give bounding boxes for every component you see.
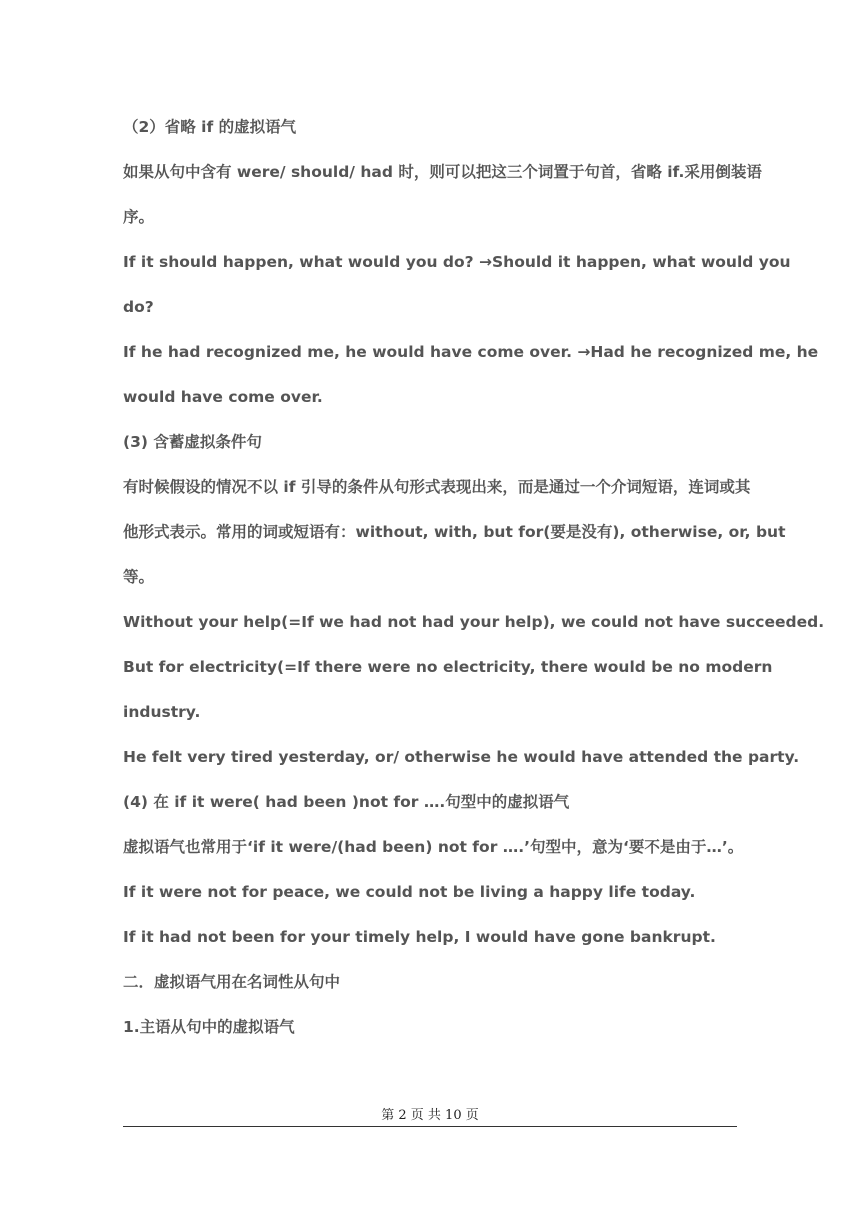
example-sentence-line: If it should happen, what would you do? →Should it happen, what would you: [123, 253, 791, 271]
section-heading-if-it-were-not-for: (4) 在 if it were( had been )not for ….句型中的虚拟语气: [123, 793, 570, 811]
paragraph-line: 如果从句中含有 were/ should/ had 时，则可以把这三个词置于句首，省略 if.采用倒装语: [123, 163, 762, 181]
example-sentence-line: industry.: [123, 703, 201, 721]
paragraph-line: 虚拟语气也常用于‘if it were/(had been) not for ….’句型中，意为‘要不是由于…’。: [123, 838, 744, 856]
example-sentence-line: He felt very tired yesterday, or/ otherwise he would have attended the party.: [123, 748, 800, 766]
example-sentence-line: Without your help(=If we had not had your help), we could not have succeeded.: [123, 613, 825, 631]
example-sentence-line: If it were not for peace, we could not be living a happy life today.: [123, 883, 696, 901]
section-heading-omit-if: （2）省略 if 的虚拟语气: [123, 118, 297, 136]
paragraph-line: 有时候假设的情况不以 if 引导的条件从句形式表现出来，而是通过一个介词短语，连词或其: [123, 478, 751, 496]
example-sentence-line: If he had recognized me, he would have come over. →Had he recognized me, he: [123, 343, 819, 361]
section-heading-noun-clauses: 二．虚拟语气用在名词性从句中: [123, 973, 341, 991]
example-sentence-line: But for electricity(=If there were no electricity, there would be no modern: [123, 658, 773, 676]
example-sentence-line: If it had not been for your timely help, I would have gone bankrupt.: [123, 928, 716, 946]
paragraph-line: 等。: [123, 568, 155, 586]
subsection-heading-subject-clause: 1.主语从句中的虚拟语气: [123, 1018, 295, 1036]
paragraph-line: 序。: [123, 208, 155, 226]
example-sentence-line: do?: [123, 298, 154, 316]
footer-divider: [123, 1126, 737, 1127]
example-sentence-line: would have come over.: [123, 388, 323, 406]
section-heading-implied-condition: (3) 含蓄虚拟条件句: [123, 433, 262, 451]
page-number-footer: 第 2 页 共 10 页: [381, 1108, 479, 1123]
paragraph-line: 他形式表示。常用的词或短语有：without, with, but for(要是没有), otherwise, or, but: [123, 523, 786, 541]
